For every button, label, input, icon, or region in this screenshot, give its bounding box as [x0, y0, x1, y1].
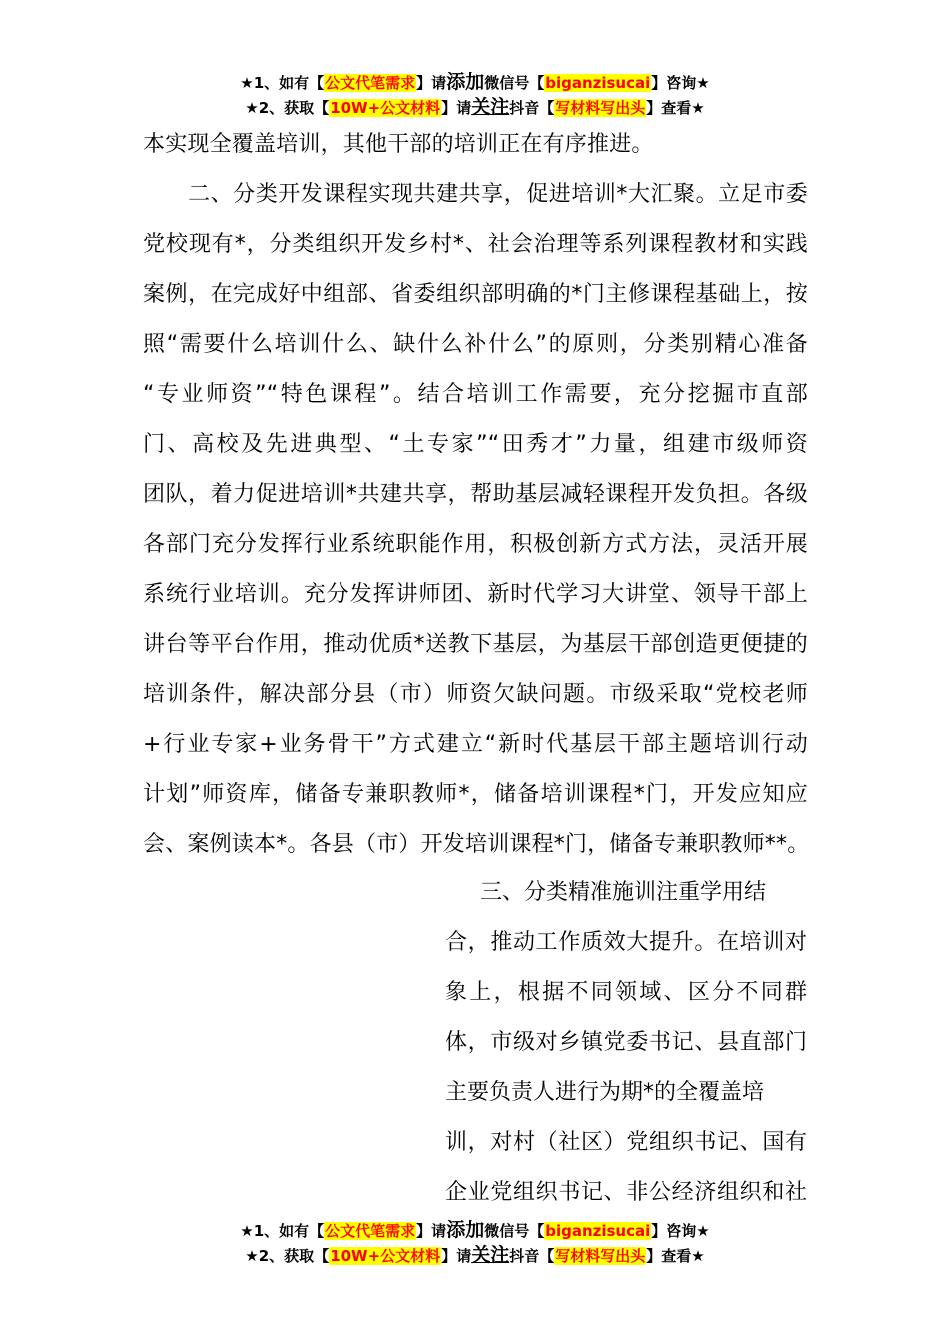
column-line: 合，推动工作质效大提升。在培训对 [445, 930, 807, 955]
body-line: 计划”师资库，储备专兼职教师*，储备培训课程*门，开发应知应 [143, 782, 808, 807]
banner-text: 】请 [441, 1247, 472, 1265]
column-line: 企业党组织书记、非公经济组织和社 [445, 1180, 807, 1205]
column-line: 体，市级对乡镇党委书记、县直部门 [445, 1030, 807, 1055]
column-line: 主要负责人进行为期*的全覆盖培 [445, 1080, 765, 1105]
body-line: 讲台等平台作用，推动优质*送教下基层，为基层干部创造更便捷的 [143, 632, 808, 657]
banner-highlight: 10W+公文材料 [330, 99, 441, 117]
banner-highlight: 公文代笔需求 [325, 1222, 416, 1240]
banner-emphasis: 关注 [471, 1244, 510, 1266]
banner-text: 】咨询★ [651, 74, 710, 92]
body-line: 案例，在完成好中组部、省委组织部明确的*门主修课程基础上，按 [143, 282, 808, 307]
banner-emphasis: 添加 [446, 71, 485, 93]
column-line: 训，对村（社区）党组织书记、国有 [445, 1130, 807, 1155]
banner-line-1 [0, 70, 950, 95]
banner-text: 】查看★ [646, 1247, 705, 1265]
banner-emphasis: 关注 [471, 96, 510, 118]
banner-text: 】请 [441, 99, 472, 117]
body-line: 本实现全覆盖培训，其他干部的培训正在有序推进。 [143, 132, 654, 157]
banner-text: 】咨询★ [651, 1222, 710, 1240]
body-line: 系统行业培训。充分发挥讲师团、新时代学习大讲堂、领导干部上 [143, 582, 808, 607]
column-line: 象上，根据不同领域、区分不同群 [445, 980, 807, 1005]
body-line: 照“需要什么培训什么、缺什么补什么”的原则，分类别精心准备 [143, 332, 808, 357]
banner-text: 微信号【 [484, 1222, 545, 1240]
body-line: “专业师资”“特色课程”。结合培训工作需要，充分挖掘市直部 [143, 382, 808, 407]
top-banner [0, 70, 950, 120]
banner-text: ★1、如有【 [240, 74, 325, 92]
body-line: 门、高校及先进典型、“土专家”“田秀才”力量，组建市级师资 [143, 432, 808, 457]
body-line: 党校现有*，分类组织开发乡村*、社会治理等系列课程教材和实践 [143, 232, 808, 257]
section-heading: 三、分类精准施训注重学用结 [480, 880, 767, 905]
banner-text: ★2、获取【 [245, 99, 330, 117]
banner-text: 】请 [416, 74, 447, 92]
banner-highlight: biganzisucai [545, 1222, 651, 1240]
banner-text: 】查看★ [646, 99, 705, 117]
banner-highlight: 写材料写出头 [555, 99, 646, 117]
banner-text: 】请 [416, 1222, 447, 1240]
banner-highlight: 写材料写出头 [555, 1247, 646, 1265]
body-line: +行业专家+业务骨干”方式建立“新时代基层干部主题培训行动 [143, 732, 808, 757]
banner-text: 抖音【 [509, 99, 555, 117]
banner-highlight: biganzisucai [545, 74, 651, 92]
body-line: 会、案例读本*。各县（市）开发培训课程*门，储备专兼职教师**。 [143, 832, 810, 857]
banner-emphasis: 添加 [446, 1219, 485, 1241]
banner-text: 微信号【 [484, 74, 545, 92]
banner-text: 抖音【 [509, 1247, 555, 1265]
banner-highlight: 10W+公文材料 [330, 1247, 441, 1265]
banner-highlight: 公文代笔需求 [325, 74, 416, 92]
banner-text: ★1、如有【 [240, 1222, 325, 1240]
body-line: 二、分类开发课程实现共建共享，促进培训*大汇聚。立足市委 [143, 182, 808, 207]
banner-line-2 [0, 1243, 950, 1268]
bottom-banner [0, 1218, 950, 1268]
body-line: 各部门充分发挥行业系统职能作用，积极创新方式方法，灵活开展 [143, 532, 808, 557]
body-line: 培训条件，解决部分县（市）师资欠缺问题。市级采取“党校老师 [143, 682, 808, 707]
banner-text: ★2、获取【 [245, 1247, 330, 1265]
banner-line-2 [0, 95, 950, 120]
banner-line-1 [0, 1218, 950, 1243]
body-line: 团队，着力促进培训*共建共享，帮助基层减轻课程开发负担。各级 [143, 482, 808, 507]
